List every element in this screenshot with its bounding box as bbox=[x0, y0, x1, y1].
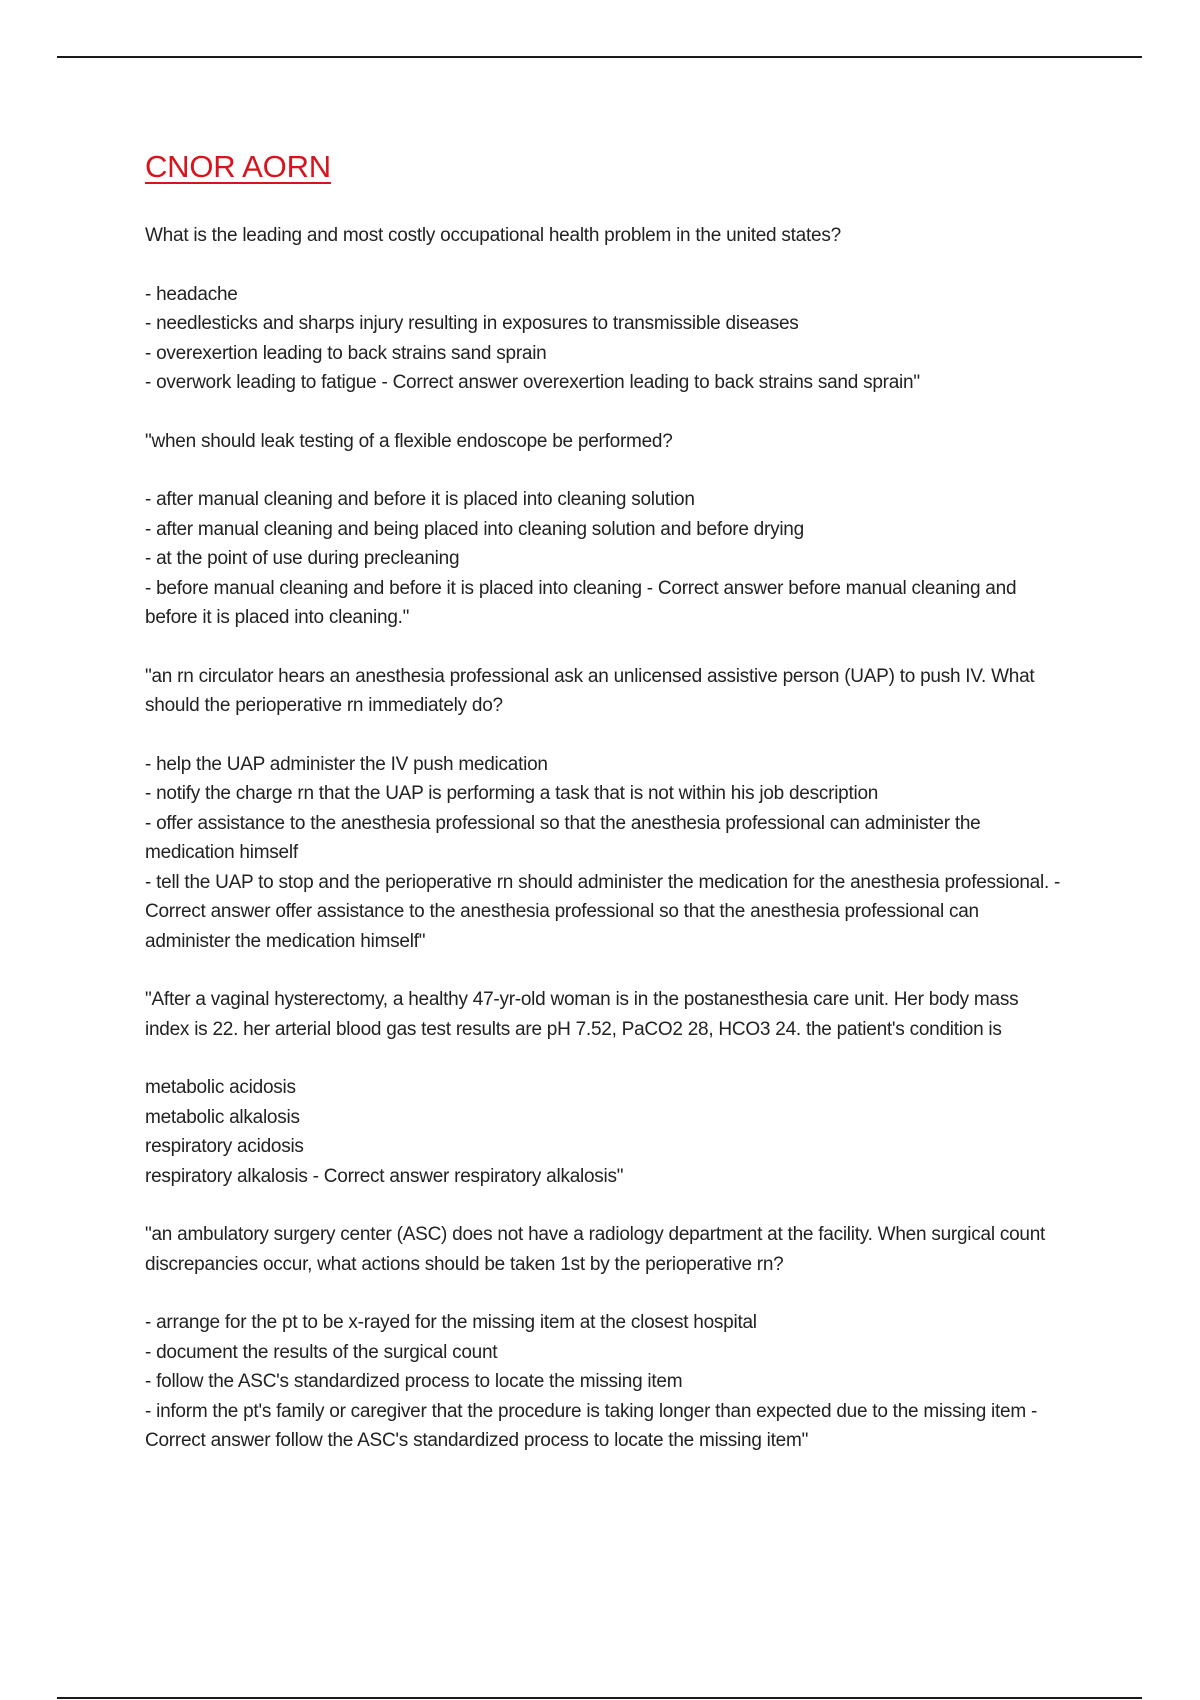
answer-option: - overexertion leading to back strains sand sprain bbox=[145, 342, 547, 364]
answer-option: - overwork leading to fatigue - Correct answer overexertion leading to back strains sand sprain" bbox=[145, 372, 920, 394]
answer-option: - headache bbox=[145, 283, 238, 305]
answer-options bbox=[145, 485, 1065, 633]
answer-option: respiratory acidosis bbox=[145, 1136, 304, 1158]
answer-option: metabolic alkalosis bbox=[145, 1106, 300, 1128]
answer-option: - notify the charge rn that the UAP is performing a task that is not within his job description bbox=[145, 783, 879, 805]
question-block-2 bbox=[145, 427, 1065, 633]
question-text: "After a vaginal hysterectomy, a healthy 47-yr-old woman is in the postanesthesia care unit. Her body mass index is 22. her arterial blood gas test results are pH 7.52, PaCO2 28, HCO3 24. the patient's condition is bbox=[145, 989, 1019, 1040]
top-rule bbox=[57, 56, 1142, 58]
question-block-1 bbox=[145, 221, 1065, 398]
answer-option: - inform the pt's family or caregiver that the procedure is taking longer than expected due to the missing item - Correct answer follow the ASC's standardized process to locate the missing item" bbox=[145, 1400, 1038, 1452]
document-body bbox=[145, 148, 1065, 1485]
answer-option: - follow the ASC's standardized process to locate the missing item bbox=[145, 1371, 683, 1393]
answer-option: - document the results of the surgical count bbox=[145, 1341, 498, 1363]
answer-option: - needlesticks and sharps injury resulting in exposures to transmissible diseases bbox=[145, 313, 799, 335]
question-text: "an rn circulator hears an anesthesia professional ask an unlicensed assistive person (UAP) to push IV. What should the perioperative rn immediately do? bbox=[145, 665, 1035, 717]
question-block-3 bbox=[145, 662, 1065, 957]
bottom-rule bbox=[57, 1697, 1142, 1699]
answer-option: - at the point of use during precleaning bbox=[145, 548, 460, 570]
answer-option: respiratory alkalosis - Correct answer respiratory alkalosis" bbox=[145, 1165, 624, 1187]
answer-options bbox=[145, 280, 1065, 398]
question-text: What is the leading and most costly occupational health problem in the united states? bbox=[145, 225, 841, 247]
answer-option: metabolic acidosis bbox=[145, 1077, 296, 1099]
answer-option: - tell the UAP to stop and the perioperative rn should administer the medication for the anesthesia professional. - Correct answer offer assistance to the anesthesia professional so that the anesthesia professional can administer the medication himself" bbox=[145, 871, 1061, 952]
document-title: CNOR AORN bbox=[145, 149, 331, 184]
answer-options bbox=[145, 1073, 1065, 1191]
question-block-4 bbox=[145, 985, 1065, 1191]
answer-option: - after manual cleaning and before it is placed into cleaning solution bbox=[145, 489, 695, 511]
question-text: "an ambulatory surgery center (ASC) does not have a radiology department at the facility. When surgical count discrepancies occur, what actions should be taken 1st by the perioperative rn? bbox=[145, 1224, 1046, 1275]
answer-option: - before manual cleaning and before it is placed into cleaning - Correct answer before manual cleaning and before it is placed into cleaning." bbox=[145, 577, 1017, 629]
answer-option: - arrange for the pt to be x-rayed for the missing item at the closest hospital bbox=[145, 1312, 757, 1334]
answer-options bbox=[145, 750, 1065, 957]
question-text: "when should leak testing of a flexible endoscope be performed? bbox=[145, 430, 673, 452]
answer-option: - after manual cleaning and being placed into cleaning solution and before drying bbox=[145, 518, 804, 540]
answer-option: - offer assistance to the anesthesia professional so that the anesthesia professional can administer the medication himself bbox=[145, 812, 981, 864]
answer-options bbox=[145, 1308, 1065, 1456]
question-block-5 bbox=[145, 1220, 1065, 1456]
answer-option: - help the UAP administer the IV push medication bbox=[145, 753, 548, 775]
